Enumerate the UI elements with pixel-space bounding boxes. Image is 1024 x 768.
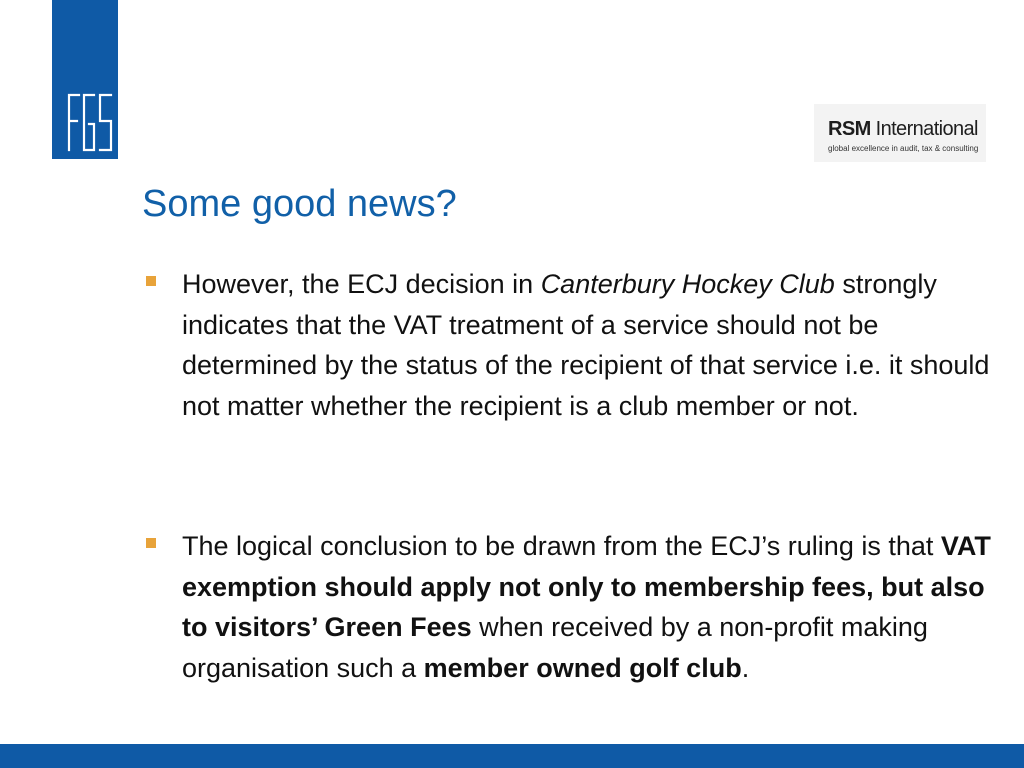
bullet-text-part: However, the ECJ decision in	[182, 269, 541, 299]
bullet-text-part: strongly indicates that the VAT treatment of a service should not be determined by the status of the recipient of that service i.e. it should not matter whether the recipient is a club member or not.	[182, 269, 990, 421]
bullet-text-bold: member owned golf club	[423, 652, 742, 683]
bullet-square-icon	[146, 538, 156, 548]
slide-title: Some good news?	[142, 183, 457, 225]
case-name-italic: Canterbury Hockey Club	[540, 269, 835, 299]
bullet-text-part: when received by a non-profit making organisation such a	[182, 612, 928, 683]
rsm-international-logo	[814, 104, 986, 162]
fgs-logo-mark	[52, 0, 118, 159]
rsm-logo-name	[828, 118, 978, 140]
rsm-logo-bold: RSM	[828, 118, 871, 140]
bullet-text	[182, 264, 1002, 426]
fgs-logo	[52, 0, 118, 159]
rsm-logo-international: International	[875, 118, 978, 140]
bullet-square-icon	[146, 276, 156, 286]
footer-bar	[0, 744, 1024, 768]
rsm-logo-tagline: global excellence in audit, tax & consulting	[828, 144, 979, 153]
bullet-text-part: The logical conclusion to be drawn from the ECJ’s ruling is that	[182, 531, 941, 561]
bullet-text-part: .	[741, 652, 750, 683]
bullet-text-bold: VAT exemption should apply not only to membership fees, but also to visitors’ Green Fees	[182, 531, 991, 642]
bullet-text	[182, 526, 1002, 688]
